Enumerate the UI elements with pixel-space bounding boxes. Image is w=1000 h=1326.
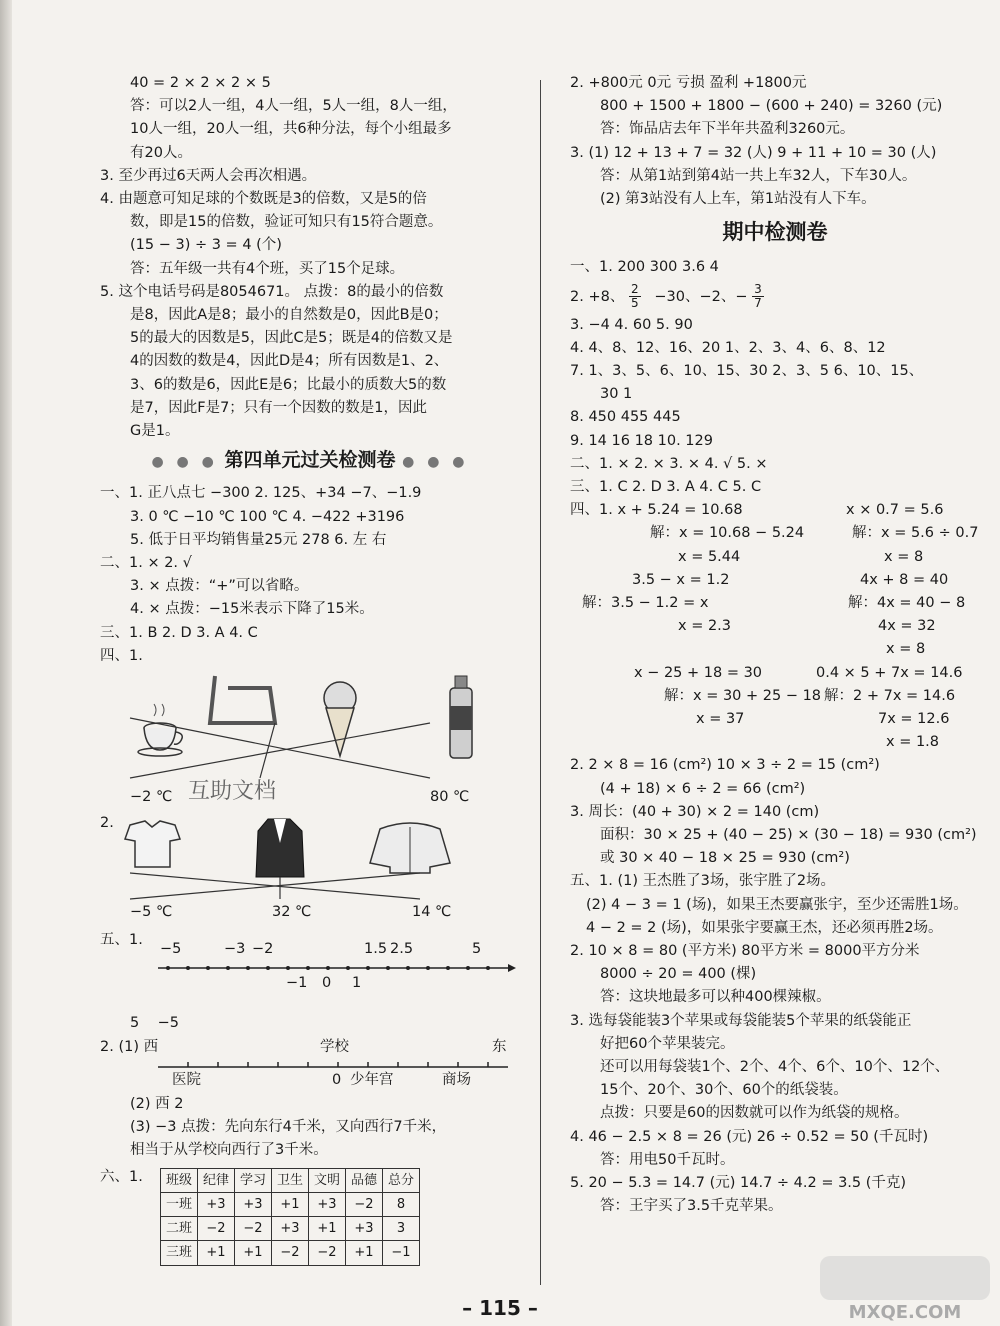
heading-dots-right: ● ● ● <box>402 454 469 471</box>
section-title: 第四单元过关检测卷 <box>224 449 396 472</box>
answer-line: 8000 ÷ 20 = 400 (棵) <box>600 966 757 983</box>
answer-line: 面积：30 × 25 + (40 − 25) × (30 − 18) = 930 (cm²) <box>600 826 977 843</box>
answer-line: G是1。 <box>130 423 180 440</box>
equation: 解：4x = 40 − 8 <box>848 595 966 611</box>
answer-line: 30 1 <box>600 386 633 403</box>
answer-line: 4. 4、8、12、16、20 1、2、3、4、6、8、12 <box>570 339 886 356</box>
equation-row <box>570 522 980 545</box>
tick-label: 1 <box>352 975 362 992</box>
table-header-row <box>161 1168 420 1192</box>
table-header-cell: 文明 <box>309 1168 346 1192</box>
matching-drawing-2 <box>100 815 520 901</box>
table-cell: +1 <box>346 1241 383 1265</box>
answer-line: 9. 14 16 18 10. 129 <box>570 432 713 449</box>
answer-line: 3. (1) 12 + 13 + 7 = 32 (人) 9 + 11 + 10 = 30 (人) <box>570 144 937 161</box>
answer-line: 7. 1、3、5、6、10、15、30 2、3、5 6、10、15、 <box>570 363 924 380</box>
equation: 7x = 12.6 <box>878 710 950 727</box>
tick-label: −5 <box>160 941 182 958</box>
table-header-cell: 总分 <box>383 1168 420 1192</box>
answer-line: 3、6的数是6，因此E是6；比最小的质数大5的数 <box>130 376 447 393</box>
number-line-1 <box>100 941 520 1012</box>
equation-row <box>570 569 980 592</box>
fraction <box>629 283 641 310</box>
answer-line: 五、1. <box>100 932 143 949</box>
table-cell: −2 <box>309 1241 346 1265</box>
answer-line: 2. +800元 0元 亏损 盈利 +1800元 <box>570 75 807 91</box>
watermark-text: 互助文档 <box>188 779 277 805</box>
answer-line: 一、1. 200 300 3.6 4 <box>570 259 719 276</box>
book-spine-shadow <box>0 0 12 1326</box>
table-header-cell: 卫生 <box>272 1168 309 1192</box>
nl-label: 商场 <box>442 1071 471 1088</box>
answer-line: 还可以用每袋装1个、2个、4个、6个、10个、12个、 <box>600 1058 950 1075</box>
answer-line: 答：从第1站到第4站一共上车32人，下车30人。 <box>600 167 917 184</box>
answer-line: 有20人。 <box>130 144 192 161</box>
table-header-cell: 班级 <box>161 1168 198 1192</box>
answer-line: 4 − 2 = 2 (场)，如果张宇要赢王杰，还必须再胜2场。 <box>586 919 943 936</box>
answer-line: 答：五年级一共有4个班，买了15个足球。 <box>130 260 405 277</box>
ice-cream-icon <box>324 682 356 756</box>
answer-line: 答：饰品店去年下半年共盈利3260元。 <box>600 121 855 138</box>
answer-line: 是7，因此F是7；只有一个因数的数是1，因此 <box>130 399 428 416</box>
temp-label: −2 ℃ <box>130 789 173 806</box>
tick-label: −1 <box>286 975 308 992</box>
answer-line: 答：这块地最多可以种400棵辣椒。 <box>600 989 831 1006</box>
table-header-cell: 学习 <box>235 1168 272 1192</box>
equation: x = 5.44 <box>678 548 741 565</box>
table-cell: +1 <box>235 1241 272 1265</box>
table-row <box>161 1192 420 1216</box>
equation-row <box>570 731 980 754</box>
suit-jacket-icon <box>256 819 304 877</box>
answer-line: 15个、20个、30个、60个的纸袋装。 <box>600 1082 848 1099</box>
answer-line: 五、1. (1) 王杰胜了3场，张宇胜了2场。 <box>570 873 836 890</box>
equation-row <box>570 708 980 731</box>
answer-line: 答：用电50千瓦时。 <box>600 1151 735 1168</box>
table-cell: 8 <box>383 1192 420 1216</box>
answer-line: (2) 4 − 3 = 1 (场)，如果王杰要赢张宇，至少还需胜1场。 <box>586 896 968 913</box>
nl-label: 0 <box>332 1071 342 1088</box>
nl-label: 东 <box>492 1038 507 1055</box>
fraction <box>752 283 764 310</box>
table-cell: +3 <box>272 1217 309 1241</box>
matching-labels-1 <box>100 779 520 812</box>
answer-line: 4. × 点拨：−15米表示下降了15米。 <box>130 601 374 618</box>
answer-line: 答：可以2人一组，4人一组，5人一组，8人一组， <box>130 98 457 115</box>
equation: x − 25 + 18 = 30 <box>634 664 763 681</box>
answer-line: 数，即是15的倍数，验证可知只有15符合题意。 <box>130 214 443 231</box>
answer-line: (15 − 3) ÷ 3 = 4 (个) <box>130 237 282 254</box>
table-header-cell: 纪律 <box>198 1168 235 1192</box>
answer-line: (3) −3 点拨：先向东行4千米，又向西行7千米， <box>130 1119 447 1136</box>
section-heading <box>100 449 520 474</box>
tick-label: 0 <box>322 975 332 992</box>
answer-line: 二、1. × 2. √ <box>100 555 192 572</box>
answer-line: (2) 西 2 <box>130 1095 184 1112</box>
nl-label: 学校 <box>320 1038 349 1055</box>
temp-label: −5 ℃ <box>130 904 173 921</box>
answer-line: 答：王宇买了3.5千克苹果。 <box>600 1198 783 1215</box>
frac-middle: −30、−2、− <box>645 288 748 305</box>
answer-line: 3. −4 4. 60 5. 90 <box>570 316 693 333</box>
tick-label: −2 <box>252 941 274 958</box>
table-row <box>161 1217 420 1241</box>
table-header-cell: 品德 <box>346 1168 383 1192</box>
answer-line: 4. 46 − 2.5 × 8 = 26 (元) 26 ÷ 0.52 = 50 (千瓦时) <box>570 1128 929 1145</box>
answer-line: 点拨：只要是60的因数就可以作为纸袋的规格。 <box>600 1105 909 1122</box>
equation: 解：x = 10.68 − 5.24 <box>650 525 805 542</box>
table-cell: +3 <box>235 1192 272 1216</box>
tick-label: −3 <box>224 941 246 958</box>
page-number: – 115 – <box>462 1296 538 1320</box>
table-cell: +3 <box>309 1192 346 1216</box>
table-row <box>161 1241 420 1265</box>
equation-row <box>570 685 980 708</box>
answer-line: 2. <box>100 815 114 832</box>
equation: x = 8 <box>884 548 924 565</box>
equation-row <box>570 638 980 661</box>
equation: 3.5 − x = 1.2 <box>632 571 730 588</box>
matching-figure-2 <box>100 815 520 901</box>
temp-label: 32 ℃ <box>272 904 312 921</box>
answer-line: (4 + 18) × 6 ÷ 2 = 66 (cm²) <box>600 780 806 797</box>
answer-line: 3. 至少再过6天两人会再次相遇。 <box>100 167 317 184</box>
equation-row <box>570 662 980 685</box>
table-cell: −2 <box>346 1192 383 1216</box>
ice-skate-icon <box>210 676 275 723</box>
matching-drawing-1 <box>100 668 520 786</box>
answer-line: 相当于从学校向西行了3千米。 <box>130 1142 328 1159</box>
answer-line: 2. (1) 西 <box>100 1038 159 1055</box>
tick-label: 2.5 <box>390 941 414 958</box>
score-table <box>160 1168 420 1266</box>
answer-line: 一、1. 正八点七 −300 2. 125、+34 −7、−1.9 <box>100 485 422 502</box>
answer-line: 10人一组，20人一组，共6种分法，每个小组最多 <box>130 121 452 138</box>
coffee-cup-icon <box>138 704 182 756</box>
denominator: 5 <box>630 296 639 311</box>
answer-line: 四、1. <box>100 647 143 664</box>
answer-line: 5. 低于日平均销售量25元 278 6. 左 右 <box>130 531 387 548</box>
numerator: 2 <box>630 282 639 297</box>
frac-prefix: 2. +8、 <box>570 288 625 305</box>
nl-label: 医院 <box>172 1071 201 1088</box>
answer-line: 或 30 × 40 − 18 × 25 = 930 (cm²) <box>600 850 850 867</box>
answer-line: 好把60个苹果装完。 <box>600 1035 735 1052</box>
equation-row <box>570 615 980 638</box>
equation: 4x + 8 = 40 <box>860 571 949 588</box>
table-cell: +1 <box>272 1192 309 1216</box>
answer-line: 800 + 1500 + 1800 − (600 + 240) = 3260 (元) <box>600 98 943 115</box>
down-jacket-icon <box>370 823 450 873</box>
table-cell: 一班 <box>161 1192 198 1216</box>
answer-line: 2. 10 × 8 = 80 (平方米) 80平方米 = 8000平方分米 <box>570 942 920 959</box>
equation: x × 0.7 = 5.6 <box>846 502 944 519</box>
exam-title: 期中检测卷 <box>722 220 828 245</box>
table-cell: +3 <box>198 1192 235 1216</box>
watermark-logo <box>800 1246 1000 1326</box>
table-cell: 三班 <box>161 1241 198 1265</box>
tick-label: 1.5 <box>364 941 388 958</box>
equation: 解：x = 30 + 25 − 18 <box>664 687 822 704</box>
answer-line: 4. 由题意可知足球的个数既是3的倍数，又是5的倍 <box>100 191 427 208</box>
equation: 解：2 + 7x = 14.6 <box>824 687 956 704</box>
answer-line: 是8，因此A是8；最小的自然数是0，因此B是0； <box>130 307 448 324</box>
equation: 解：x = 5.6 ÷ 0.7 <box>852 525 979 542</box>
nl-label: 少年宫 <box>350 1071 394 1088</box>
matching-figure-1 <box>100 668 520 786</box>
table-cell: −2 <box>235 1217 272 1241</box>
answer-line: 3. 0 ℃ −10 ℃ 100 ℃ 4. −422 +3196 <box>130 508 405 525</box>
matching-labels-2 <box>100 901 520 929</box>
tick-label: 5 <box>472 941 482 958</box>
table-cell: −1 <box>383 1241 420 1265</box>
answer-line: 六、1. <box>100 1169 143 1186</box>
equation-row <box>570 546 980 569</box>
table-cell: −2 <box>198 1217 235 1241</box>
answer-line: 三、1. B 2. D 3. A 4. C <box>100 624 258 641</box>
table-cell: +3 <box>346 1217 383 1241</box>
equation-row <box>570 499 980 522</box>
column-divider <box>540 80 541 1285</box>
answer-line: 二、1. × 2. × 3. × 4. √ 5. × <box>570 455 768 472</box>
answer-line: 3. × 点拨：“+”可以省略。 <box>130 578 309 595</box>
equation: x = 37 <box>696 710 745 727</box>
watermark-url: MXQE.COM <box>848 1302 962 1323</box>
equation: 解：3.5 − 1.2 = x <box>582 595 709 611</box>
answer-line: (2) 第3站没有人上车，第1站没有人下车。 <box>600 191 876 208</box>
answer-line: 4的因数的数是4，因此D是4；所有因数是1、2、 <box>130 353 449 370</box>
number-line-2 <box>100 1059 520 1093</box>
answer-line: 三、1. C 2. D 3. A 4. C 5. C <box>570 479 762 496</box>
numerator: 3 <box>754 282 762 297</box>
table-cell: −2 <box>272 1241 309 1265</box>
equation: 0.4 × 5 + 7x = 14.6 <box>816 664 963 681</box>
answer-line: 5. 20 − 5.3 = 14.7 (元) 14.7 ÷ 4.2 = 3.5 (千克) <box>570 1174 907 1191</box>
temp-label: 14 ℃ <box>412 904 452 921</box>
answer-line: 5 −5 <box>130 1015 180 1032</box>
answer-line: 5. 这个电话号码是8054671。 点拨：8的最小的倍数 <box>100 283 444 300</box>
fraction-line <box>570 280 980 314</box>
equation: x = 1.8 <box>886 734 940 751</box>
table-cell: +1 <box>309 1217 346 1241</box>
number-line-2-header <box>100 1036 520 1059</box>
temp-label: 80 ℃ <box>430 789 470 806</box>
answer-line: 8. 450 455 445 <box>570 409 681 426</box>
equation: 4x = 32 <box>878 618 936 635</box>
table-cell: 3 <box>383 1217 420 1241</box>
answer-line: 2. 2 × 8 = 16 (cm²) 10 × 3 ÷ 2 = 15 (cm²) <box>570 757 880 774</box>
equation: x = 8 <box>886 641 926 658</box>
answer-line: 3. 周长：(40 + 30) × 2 = 140 (cm) <box>570 803 820 820</box>
answer-line: 3. 选每袋能装3个苹果或每袋能装5个苹果的纸袋能正 <box>570 1012 912 1029</box>
table-cell: 二班 <box>161 1217 198 1241</box>
answer-line: 5的最大的因数是5，因此C是5；既是4的倍数又是 <box>130 330 453 347</box>
tshirt-icon <box>125 821 180 867</box>
equation: 四、1. x + 5.24 = 10.68 <box>570 502 743 519</box>
equation-row <box>570 592 980 615</box>
bottle-icon <box>450 676 472 758</box>
table-cell: +1 <box>198 1241 235 1265</box>
heading-dots-left: ● ● ● <box>151 454 218 471</box>
left-column <box>100 72 520 1300</box>
denominator: 7 <box>754 296 762 311</box>
equation: x = 2.3 <box>678 618 732 635</box>
answer-line: 40 = 2 × 2 × 2 × 5 <box>130 75 271 91</box>
right-column <box>570 72 980 1218</box>
